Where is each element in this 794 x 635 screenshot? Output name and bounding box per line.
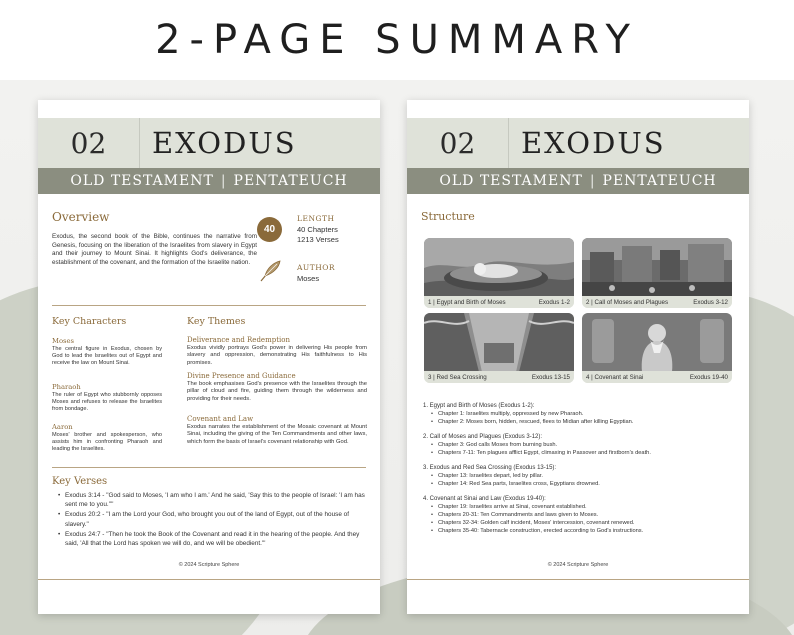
character-entry: [52, 337, 162, 367]
key-themes-title: Key Themes: [187, 316, 246, 327]
card-title: 2 | Call of Moses and Plagues: [586, 298, 669, 306]
theme-text: The book emphasises God's presence with the Israelites through the pillar of cloud and fire, guiding them through the wilderness and providing for their needs.: [187, 381, 367, 402]
separator: |: [220, 173, 227, 189]
outline-item: • Chapter 19: Israelites arrive at Sinai, covenant established.: [431, 503, 739, 511]
structure-card: [424, 238, 574, 308]
character-text: The central figure in Exodus, chosen by God to lead the Israelites out of Egypt and receive the law on Mount Sinai.: [52, 346, 162, 366]
summary-page-2: [407, 100, 749, 614]
outline-heading: 1. Egypt and Birth of Moses (Exodus 1-2):: [423, 403, 535, 409]
baby-in-basket-image: [424, 238, 574, 297]
card-title: 3 | Red Sea Crossing: [428, 373, 487, 381]
theme-name: Deliverance and Redemption: [187, 336, 290, 344]
outline-item: • Chapter 1: Israelites multiply, oppressed by new Pharaoh.: [431, 410, 739, 418]
chapters-count: 40 Chapters: [297, 225, 338, 234]
testament-bar: [38, 168, 380, 194]
page-header: [407, 118, 749, 168]
outline-item: • Chapter 2: Moses born, hidden, rescued, flees to Midian after killing Egyptian.: [431, 418, 739, 426]
summary-page-1: [38, 100, 380, 614]
banner-title: 2-PAGE SUMMARY: [155, 17, 639, 63]
footer-copyright: © 2024 Scripture Sphere: [547, 562, 609, 568]
character-entry: [52, 383, 162, 413]
character-text: Moses' brother and spokesperson, who assists him in confronting Pharaoh and leading the Israelites.: [52, 432, 162, 452]
book-number: 02: [38, 118, 140, 168]
outline-item: • Chapters 35-40: Tabernacle construction, erected according to God's instructions.: [431, 527, 739, 535]
card-reference: Exodus 1-2: [538, 298, 570, 306]
outline-item: • Chapters 20-31: Ten Commandments and laws given to Moses.: [431, 511, 739, 519]
section-label: PENTATEUCH: [602, 173, 717, 189]
verse-item: • Exodus 20:2 - "I am the Lord your God, who brought you out of the land of Egypt, out of the house of slavery.": [58, 510, 366, 528]
divider: [52, 305, 366, 306]
red-sea-crossing-image: [424, 313, 574, 372]
card-title: 4 | Covenant at Sinai: [586, 373, 644, 381]
outline-heading: 4. Covenant at Sinai and Law (Exodus 19-40):: [423, 496, 546, 502]
character-entry: [52, 423, 162, 453]
footer-rule: [38, 579, 380, 580]
length-label: LENGTH: [297, 214, 335, 223]
outline-list: [431, 441, 739, 457]
character-name: Aaron: [52, 423, 73, 431]
verses-count: 1213 Verses: [297, 235, 339, 244]
verse-item: • Exodus 24:7 - "Then he took the Book of the Covenant and read it in the hearing of the people. And they said, 'All that the Lord has spoken we will do, and we will be obedient.'": [58, 530, 366, 548]
card-reference: Exodus 3-12: [693, 298, 728, 306]
feather-quill-icon: [257, 258, 283, 284]
book-title: EXODUS: [152, 126, 297, 160]
character-name: Moses: [52, 337, 75, 345]
card-caption: [582, 371, 732, 383]
key-verses-list: [58, 491, 366, 549]
plagues-image: [582, 238, 732, 297]
outline-item: • Chapters 32-34: Golden calf incident, Moses' intercession, covenant renewed.: [431, 519, 739, 527]
testament-bar: [407, 168, 749, 194]
theme-entry: [187, 372, 367, 403]
author-name: Moses: [297, 274, 320, 283]
section-label: PENTATEUCH: [233, 173, 348, 189]
outline-item: • Chapter 13: Israelites depart, led by pillar.: [431, 472, 739, 480]
theme-name: Divine Presence and Guidance: [187, 372, 296, 380]
testament-label: OLD TESTAMENT: [439, 173, 583, 189]
separator: |: [589, 173, 596, 189]
divider: [52, 467, 366, 468]
character-name: Pharaoh: [52, 383, 81, 391]
outline-list: [431, 410, 739, 426]
outline-list: [431, 472, 739, 488]
theme-entry: [187, 336, 367, 367]
overview-text: Exodus, the second book of the Bible, continues the narrative from Genesis, focusing on the liberation of the Israelites from slavery in Egypt and their journey to Mount Sinai. It highlights God's deliverance, the establishment of the covenant, and the formation of the Israelite nation.: [52, 233, 257, 266]
testament-label: OLD TESTAMENT: [70, 173, 214, 189]
structure-title: Structure: [421, 210, 475, 223]
outline-item: • Chapter 14: Red Sea parts, Israelites cross, Egyptians drowned.: [431, 480, 739, 488]
theme-entry: [187, 415, 367, 446]
outline-item: • Chapter 3: God calls Moses from burning bush.: [431, 441, 739, 449]
theme-name: Covenant and Law: [187, 415, 254, 423]
outline-list: [431, 503, 739, 535]
structure-card: [582, 238, 732, 308]
outline-heading: 2. Call of Moses and Plagues (Exodus 3-12):: [423, 434, 543, 440]
card-reference: Exodus 19-40: [689, 373, 728, 381]
length-badge: 40: [257, 217, 282, 242]
theme-text: Exodus narrates the establishment of the Mosaic covenant at Mount Sinai, including the giving of the Ten Commandments and other laws, which form the basis of Israel's covenant relationship with God.: [187, 424, 367, 445]
book-title: EXODUS: [521, 126, 666, 160]
page-header: [38, 118, 380, 168]
outline-item: • Chapters 7-11: Ten plagues afflict Egypt, climaxing in Passover and firstborn's death.: [431, 449, 739, 457]
overview-title: Overview: [52, 210, 110, 224]
moses-at-sinai-image: [582, 313, 732, 372]
card-reference: Exodus 13-15: [531, 373, 570, 381]
banner: [0, 0, 794, 80]
outline-heading: 3. Exodus and Red Sea Crossing (Exodus 13-15):: [423, 465, 557, 471]
structure-card: [424, 313, 574, 383]
card-caption: [424, 296, 574, 308]
character-text: The ruler of Egypt who stubbornly opposes Moses and refuses to release the Israelites from bondage.: [52, 392, 162, 412]
structure-outline: [423, 402, 739, 542]
verse-item: • Exodus 3:14 - "God said to Moses, 'I am who I am.' And he said, 'Say this to the people of Israel: 'I am has sent me to you.''": [58, 491, 366, 509]
card-title: 1 | Egypt and Birth of Moses: [428, 298, 506, 306]
card-caption: [582, 296, 732, 308]
book-number: 02: [407, 118, 509, 168]
key-verses-title: Key Verses: [52, 476, 108, 487]
structure-card: [582, 313, 732, 383]
card-caption: [424, 371, 574, 383]
key-characters-title: Key Characters: [52, 316, 127, 327]
footer-rule: [407, 579, 749, 580]
theme-text: Exodus vividly portrays God's power in delivering His people from slavery and oppression, demonstrating His faithfulness to His promises.: [187, 345, 367, 366]
author-label: AUTHOR: [297, 263, 336, 272]
footer-copyright: © 2024 Scripture Sphere: [178, 562, 240, 568]
